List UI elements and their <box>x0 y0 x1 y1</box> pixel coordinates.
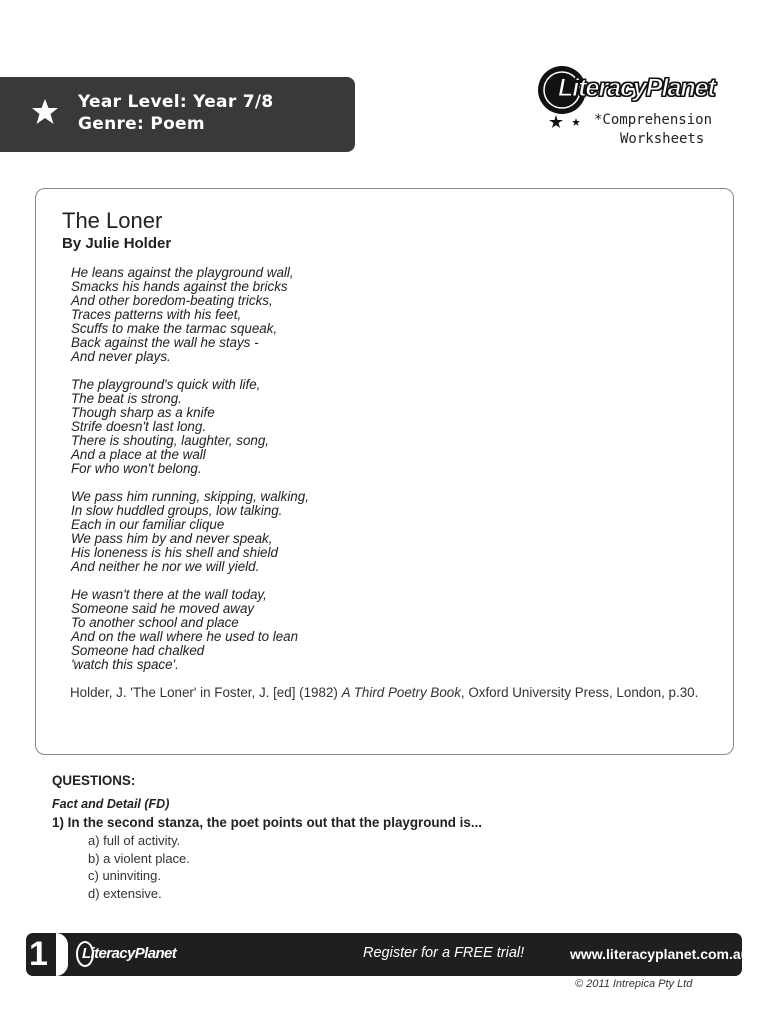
stanza <box>71 588 691 672</box>
poem-line: Traces patterns with his feet, <box>71 307 242 322</box>
questions-heading: QUESTIONS: <box>52 773 136 788</box>
poem-line: Scuffs to make the tarmac squeak, <box>71 321 278 336</box>
poem-line: We pass him by and never speak, <box>71 531 273 546</box>
poem-line: The playground's quick with life, <box>71 377 261 392</box>
poem-line: And neither he nor we will yield. <box>71 559 260 574</box>
poem-author: By Julie Holder <box>62 235 172 252</box>
poem-line: 'watch this space'. <box>71 657 179 672</box>
citation-before: Holder, J. 'The Loner' in Foster, J. [ed] (1982) <box>70 685 342 700</box>
question-category: Fact and Detail (FD) <box>52 797 170 811</box>
copyright: © 2011 Intrepica Pty Ltd <box>575 978 693 990</box>
poem-line: In slow huddled groups, low talking. <box>71 503 283 518</box>
poem-line: And on the wall where he used to lean <box>71 629 299 644</box>
logo-subtitle-2: Worksheets <box>620 131 705 147</box>
poem-title: The Loner <box>62 208 163 233</box>
poem-line: The beat is strong. <box>71 391 182 406</box>
logo-subtitle-1: *Comprehension <box>594 112 713 128</box>
poem-line: There is shouting, laughter, song, <box>71 433 270 448</box>
poem-box <box>35 188 734 755</box>
poem-line: Strife doesn't last long. <box>71 419 207 434</box>
poem-line: And other boredom-beating tricks, <box>71 293 273 308</box>
poem-line: He leans against the playground wall, <box>71 265 294 280</box>
stanza <box>71 490 691 574</box>
poem-line: And never plays. <box>71 349 171 364</box>
poem-body <box>71 266 691 686</box>
stanza <box>71 266 691 364</box>
poem-line: Someone had chalked <box>71 643 205 658</box>
question-1: 1) In the second stanza, the poet points out that the playground is... <box>52 815 483 830</box>
citation-book: A Third Poetry Book <box>341 685 461 700</box>
answer-options <box>88 832 190 902</box>
poem-line: Though sharp as a knife <box>71 405 215 420</box>
poem-line: To another school and place <box>71 615 239 630</box>
literacyplanet-logo <box>536 60 736 155</box>
footer-brand: LiteracyPlanet <box>82 945 177 962</box>
poem-line: Back against the wall he stays - <box>71 335 259 350</box>
citation-after: , Oxford University Press, London, p.30. <box>460 685 699 700</box>
poem-line: Smacks his hands against the bricks <box>71 279 288 294</box>
answer-option[interactable]: d) extensive. <box>88 885 162 901</box>
header-banner <box>0 77 355 152</box>
genre: Genre: Poem <box>78 114 205 134</box>
poem-line: Each in our familiar clique <box>71 517 225 532</box>
citation <box>70 684 700 701</box>
register-link[interactable]: Register for a FREE trial! <box>363 945 525 961</box>
footer-bar <box>26 933 750 976</box>
answer-option[interactable]: b) a violent place. <box>88 850 190 866</box>
poem-line: His loneness is his shell and shield <box>71 545 278 560</box>
stanza <box>71 378 691 476</box>
poem-line: For who won't belong. <box>71 461 202 476</box>
answer-option[interactable]: c) uninviting. <box>88 868 161 883</box>
logo-brand: LiteracyPlanet <box>558 74 715 102</box>
poem-line: He wasn't there at the wall today, <box>71 587 267 602</box>
website-link[interactable]: www.literacyplanet.com.au <box>570 946 750 962</box>
footer-divider <box>56 933 68 976</box>
poem-line: We pass him running, skipping, walking, <box>71 489 309 504</box>
poem-line: Someone said he moved away <box>71 601 255 616</box>
page-number: 1 <box>29 935 48 973</box>
answer-option[interactable]: a) full of activity. <box>88 833 181 848</box>
star-icon <box>30 97 60 127</box>
year-level: Year Level: Year 7/8 <box>78 92 274 112</box>
poem-line: And a place at the wall <box>71 447 206 462</box>
